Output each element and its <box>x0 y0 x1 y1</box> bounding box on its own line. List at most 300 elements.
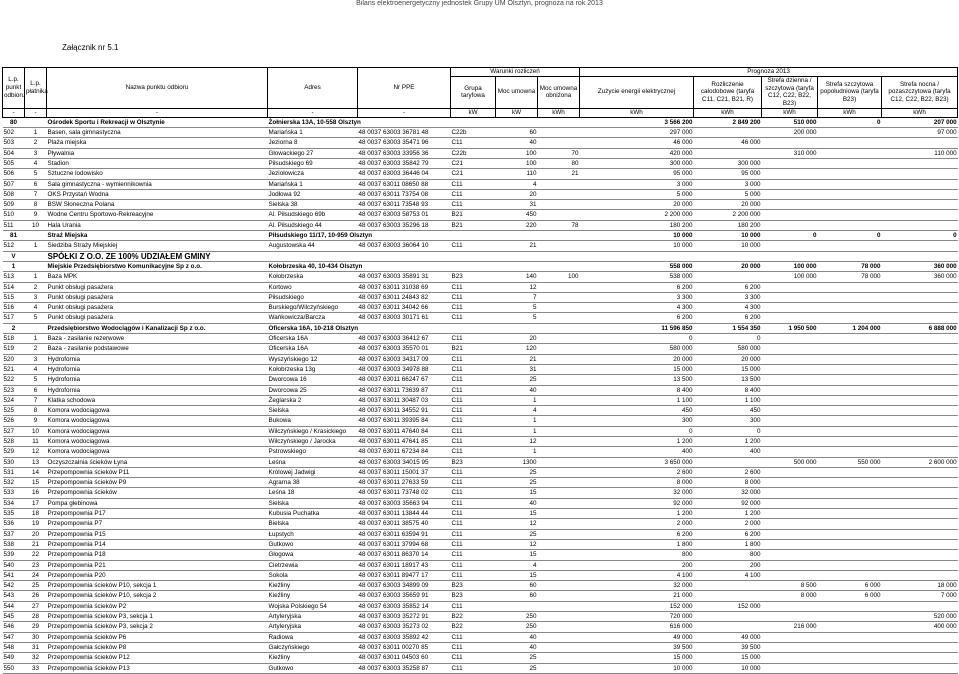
cell-nazwa: Przepompownia P15 <box>47 529 268 539</box>
cell-lp-punkt: 502 <box>3 128 25 138</box>
cell-zuzycie: 1 100 <box>580 395 694 405</box>
cell-calodobowe: 4 100 <box>694 570 762 580</box>
cell-dzienna <box>762 426 818 436</box>
cell-dzienna <box>762 488 818 498</box>
cell-lp-punkt: 525 <box>3 406 25 416</box>
cell-nazwa: Przepompownia ścieków P6 <box>47 632 268 642</box>
cell-zuzycie: 300 <box>580 416 694 426</box>
cell-moc-umowna: 25 <box>496 663 538 673</box>
cell-grupa: B21 <box>451 210 496 220</box>
cell-calodobowe: 49 000 <box>694 632 762 642</box>
cell-dzienna <box>762 169 818 179</box>
cell-calodobowe: 152 000 <box>694 601 762 611</box>
cell-calodobowe <box>694 148 762 158</box>
cell-moc-umowna: 12 <box>496 519 538 529</box>
cell-zuzycie: 6 200 <box>580 313 694 323</box>
cell-popoludniowa <box>818 601 882 611</box>
cell-nr-ppe: 48 0037 63003 35842 79 <box>358 158 451 168</box>
cell-lp-punkt: 536 <box>3 519 25 529</box>
cell-lp-punkt: 517 <box>3 313 25 323</box>
cell-calodobowe: 15 000 <box>694 364 762 374</box>
cell-popoludniowa <box>818 200 882 210</box>
cell-nr-ppe: 48 0037 63011 15001 37 <box>358 467 451 477</box>
cell-grupa: C11 <box>451 519 496 529</box>
cell-nazwa: Przepompownia ścieków P10, sekcja 1 <box>47 581 268 591</box>
cell-nazwa: Wodne Centru Sportowo-Rekreacyjne <box>47 210 268 220</box>
cell-zuzycie: 6 200 <box>580 529 694 539</box>
cell-lp-punkt: 81 <box>3 231 25 241</box>
cell-nazwa: Sala gimnastyczna - wymiennikownia <box>47 179 268 189</box>
summary-row <box>3 117 958 127</box>
table-row <box>3 241 958 251</box>
cell-nr-ppe: 48 0037 63003 36412 67 <box>358 334 451 344</box>
cell-moc-obnizona <box>538 189 580 199</box>
cell-grupa <box>451 323 496 333</box>
cell-calodobowe: 200 <box>694 560 762 570</box>
cell-nocna <box>882 282 958 292</box>
cell-nr-ppe: 48 0037 63011 73748 02 <box>358 488 451 498</box>
cell-moc-umowna: 40 <box>496 138 538 148</box>
document-title: Bilans elektroenergetyczny jednostek Grupy UM Olsztyn, prognoza na rok 2013 <box>356 0 603 7</box>
cell-adres: Wyszyńskiego 12 <box>268 354 358 364</box>
cell-adres: Sielska 38 <box>268 200 358 210</box>
table-row <box>3 632 958 642</box>
cell-adres: Mariańska 1 <box>268 179 358 189</box>
cell-calodobowe: 10 000 <box>694 231 762 241</box>
cell-lp-platnika: 12 <box>25 447 47 457</box>
cell-popoludniowa <box>818 426 882 436</box>
cell-dzienna: 1 950 500 <box>762 323 818 333</box>
cell-moc-obnizona <box>538 261 580 271</box>
cell-lp-punkt: 530 <box>3 457 25 467</box>
cell-moc-umowna: 4 <box>496 179 538 189</box>
cell-nazwa: Przepompownia ścieków P13 <box>47 663 268 673</box>
cell-popoludniowa <box>818 663 882 673</box>
cell-nazwa: Baza - zasilanie rezerwowe <box>47 334 268 344</box>
cell-adres: Łupstych <box>268 529 358 539</box>
col-dzienna: Strefa dzienna / szczytowa (taryfa C12, C22, B22, B23) <box>762 76 818 108</box>
cell-calodobowe: 0 <box>694 334 762 344</box>
cell-zuzycie: 720 000 <box>580 612 694 622</box>
cell-nr-ppe: 48 0037 63003 35891 31 <box>358 272 451 282</box>
cell-popoludniowa <box>818 189 882 199</box>
cell-grupa: C11 <box>451 447 496 457</box>
cell-adres: Królowej Jadwigi <box>268 467 358 477</box>
cell-nazwa: Przepompownia P17 <box>47 509 268 519</box>
table-row <box>3 663 958 673</box>
cell-adres: Jeziołowicza <box>268 169 358 179</box>
cell-nazwa: Punkt obsługi pasażera <box>47 282 268 292</box>
cell-nr-ppe: 48 0037 63003 36446 04 <box>358 169 451 179</box>
cell-lp-punkt: 505 <box>3 158 25 168</box>
cell-adres: Wilczyńskiego / Krasickiego <box>268 426 358 436</box>
cell-adres: Bukowa <box>268 416 358 426</box>
cell-dzienna <box>762 570 818 580</box>
cell-nocna: 6 888 000 <box>882 323 958 333</box>
table-row <box>3 519 958 529</box>
cell-zuzycie: 400 <box>580 447 694 457</box>
cell-nr-ppe: 48 0037 63003 35258 87 <box>358 663 451 673</box>
cell-popoludniowa <box>818 509 882 519</box>
cell-lp-punkt: 507 <box>3 179 25 189</box>
cell-lp-platnika: 29 <box>25 622 47 632</box>
cell-calodobowe: 1 200 <box>694 509 762 519</box>
cell-dzienna <box>762 509 818 519</box>
cell-popoludniowa <box>818 364 882 374</box>
unit-cell: kWh <box>538 108 580 117</box>
table-row <box>3 220 958 230</box>
cell-moc-obnizona: 78 <box>538 220 580 230</box>
cell-moc-umowna: 100 <box>496 158 538 168</box>
cell-moc-obnizona <box>538 210 580 220</box>
cell-adres: Mariańska 1 <box>268 128 358 138</box>
cell-zuzycie: 558 000 <box>580 261 694 271</box>
cell-nocna <box>882 426 958 436</box>
cell-moc-umowna: 25 <box>496 375 538 385</box>
cell-nocna <box>882 292 958 302</box>
cell-zuzycie: 92 000 <box>580 498 694 508</box>
cell-nocna <box>882 406 958 416</box>
cell-zuzycie: 49 000 <box>580 632 694 642</box>
cell-lp-platnika: 2 <box>25 282 47 292</box>
cell-moc-obnizona <box>538 457 580 467</box>
cell-adres: Żołnierska 13A, 10-558 Olsztyn <box>268 118 361 126</box>
cell-moc-obnizona <box>538 447 580 457</box>
col-moc-obnizona: Moc umowna obniżona <box>538 76 580 108</box>
cell-lp-punkt: 539 <box>3 550 25 560</box>
cell-lp-punkt: 1 <box>3 261 25 271</box>
cell-nr-ppe: 48 0037 63003 30171 61 <box>358 313 451 323</box>
cell-moc-obnizona <box>538 632 580 642</box>
cell-moc-umowna: 5 <box>496 313 538 323</box>
cell-nocna: 2 600 000 <box>882 457 958 467</box>
cell-calodobowe: 15 000 <box>694 653 762 663</box>
cell-nr-ppe: 48 0037 63003 35659 91 <box>358 591 451 601</box>
cell-nr-ppe: 48 0037 63011 31038 69 <box>358 282 451 292</box>
cell-moc-obnizona <box>538 498 580 508</box>
summary-row <box>3 261 958 271</box>
cell-moc-umowna <box>496 261 538 271</box>
cell-dzienna <box>762 663 818 673</box>
cell-grupa: C21 <box>451 158 496 168</box>
cell-nocna <box>882 395 958 405</box>
cell-grupa: C11 <box>451 303 496 313</box>
cell-popoludniowa <box>818 344 882 354</box>
table-row <box>3 416 958 426</box>
cell-dzienna <box>762 303 818 313</box>
cell-nr-ppe: 48 0037 63011 73639 87 <box>358 385 451 395</box>
cell-nocna: 520 000 <box>882 612 958 622</box>
cell-lp-platnika: 13 <box>25 457 47 467</box>
cell-nr-ppe: 48 0037 63011 47641 85 <box>358 436 451 446</box>
cell-popoludniowa <box>818 447 882 457</box>
cell-calodobowe: 0 <box>694 426 762 436</box>
cell-lp-platnika: 25 <box>25 581 47 591</box>
cell-nazwa: Przepompownia ścieków P2 <box>47 601 268 611</box>
cell-zuzycie: 3 566 200 <box>580 117 694 127</box>
table-row <box>3 436 958 446</box>
cell-calodobowe: 8 400 <box>694 385 762 395</box>
cell-zuzycie: 420 000 <box>580 148 694 158</box>
cell-dzienna: 510 000 <box>762 117 818 127</box>
cell-lp-platnika: 27 <box>25 601 47 611</box>
cell-lp-platnika: 10 <box>25 426 47 436</box>
cell-adres: Głogowa <box>268 550 358 560</box>
cell-adres: Wańkowicza/Barcza <box>268 313 358 323</box>
cell-zuzycie: 180 200 <box>580 220 694 230</box>
cell-popoludniowa: 550 000 <box>818 457 882 467</box>
table-row <box>3 303 958 313</box>
cell-dzienna <box>762 385 818 395</box>
cell-nazwa: Pływalnia <box>47 148 268 158</box>
cell-dzienna: 8 000 <box>762 591 818 601</box>
cell-lp-punkt: 520 <box>3 354 25 364</box>
cell-nazwa: Przepompownia P14 <box>47 539 268 549</box>
cell-dzienna <box>762 632 818 642</box>
cell-zuzycie: 580 000 <box>580 344 694 354</box>
cell-lp-punkt: 521 <box>3 364 25 374</box>
table-row <box>3 385 958 395</box>
cell-popoludniowa <box>818 436 882 446</box>
cell-moc-obnizona <box>538 539 580 549</box>
table-row <box>3 447 958 457</box>
cell-adres: Artyleryjska <box>268 622 358 632</box>
cell-lp-punkt: 545 <box>3 612 25 622</box>
cell-dzienna <box>762 467 818 477</box>
cell-moc-obnizona <box>538 364 580 374</box>
cell-moc-obnizona <box>538 375 580 385</box>
table-row <box>3 395 958 405</box>
cell-zuzycie: 8 400 <box>580 385 694 395</box>
cell-lp-platnika: 26 <box>25 591 47 601</box>
cell-nr-ppe: 48 0037 63003 35892 42 <box>358 632 451 642</box>
cell-grupa: C11 <box>451 385 496 395</box>
cell-nocna <box>882 210 958 220</box>
cell-adres: Wojska Polskiego 54 <box>268 601 358 611</box>
cell-grupa: C11 <box>451 416 496 426</box>
cell-zuzycie: 3 300 <box>580 292 694 302</box>
cell-dzienna <box>762 282 818 292</box>
cell-nr-ppe: 48 0037 63003 35570 01 <box>358 344 451 354</box>
cell-dzienna <box>762 416 818 426</box>
col-popoludniowa: Strefa szczytowa popołudniowa (taryfa B23) <box>818 76 882 108</box>
table-row <box>3 292 958 302</box>
cell-adres: Kołobrzeska 40, 10-434 Olsztyn <box>268 262 363 270</box>
cell-zuzycie: 152 000 <box>580 601 694 611</box>
cell-moc-obnizona <box>538 138 580 148</box>
cell-adres: Jeziorna 8 <box>268 138 358 148</box>
cell-nocna <box>882 189 958 199</box>
cell-nazwa: Przepompownia ścieków <box>47 488 268 498</box>
cell-grupa: C11 <box>451 395 496 405</box>
unit-cell: kW <box>496 108 538 117</box>
cell-moc-obnizona <box>538 406 580 416</box>
cell-zuzycie: 32 000 <box>580 581 694 591</box>
cell-popoludniowa <box>818 375 882 385</box>
cell-popoludniowa <box>818 251 882 261</box>
cell-lp-platnika: 14 <box>25 467 47 477</box>
cell-popoludniowa <box>818 334 882 344</box>
cell-dzienna <box>762 179 818 189</box>
cell-moc-umowna: 12 <box>496 282 538 292</box>
cell-dzienna: 310 000 <box>762 148 818 158</box>
cell-adres: Kołobrzeska 13g <box>268 364 358 374</box>
cell-nr-ppe: 48 0037 63011 13844 44 <box>358 509 451 519</box>
cell-moc-obnizona <box>538 560 580 570</box>
cell-popoludniowa <box>818 560 882 570</box>
cell-lp-platnika: 1 <box>25 128 47 138</box>
cell-calodobowe: 2 600 <box>694 467 762 477</box>
cell-grupa: C11 <box>451 282 496 292</box>
col-calodobowe: Rozliczenie całodobowe (taryfa C11, C21, B21, R) <box>694 76 762 108</box>
cell-dzienna <box>762 251 818 261</box>
cell-nazwa: Sztuczne lodowisko <box>47 169 268 179</box>
table-row <box>3 570 958 580</box>
cell-grupa: C11 <box>451 426 496 436</box>
cell-nocna <box>882 498 958 508</box>
cell-lp-platnika: 1 <box>25 334 47 344</box>
cell-nocna <box>882 509 958 519</box>
cell-lp-platnika: 24 <box>25 570 47 580</box>
cell-nr-ppe: 48 0037 63003 35272 91 <box>358 612 451 622</box>
cell-lp-punkt: 515 <box>3 292 25 302</box>
cell-dzienna <box>762 375 818 385</box>
cell-dzienna <box>762 560 818 570</box>
cell-calodobowe: 13 500 <box>694 375 762 385</box>
cell-nazwa: Przepompownia ścieków P3, sekcja 2 <box>47 622 268 632</box>
cell-dzienna <box>762 550 818 560</box>
cell-nocna <box>882 488 958 498</box>
cell-lp-platnika: 2 <box>25 138 47 148</box>
cell-zuzycie: 20 000 <box>580 200 694 210</box>
table-row <box>3 529 958 539</box>
cell-nocna <box>882 570 958 580</box>
cell-lp-platnika: 32 <box>25 653 47 663</box>
col-moc-umowna: Moc umowna <box>496 76 538 108</box>
cell-grupa: C11 <box>451 436 496 446</box>
cell-calodobowe: 3 000 <box>694 179 762 189</box>
cell-moc-obnizona <box>538 416 580 426</box>
cell-zuzycie: 95 000 <box>580 169 694 179</box>
cell-nocna: 110 000 <box>882 148 958 158</box>
cell-lp-platnika: 5 <box>25 375 47 385</box>
cell-moc-umowna <box>496 251 538 261</box>
cell-lp-punkt: 506 <box>3 169 25 179</box>
cell-popoludniowa <box>818 241 882 251</box>
cell-lp-punkt: 513 <box>3 272 25 282</box>
cell-zuzycie: 4 300 <box>580 303 694 313</box>
cell-nazwa: Komora wodociągowa <box>47 447 268 457</box>
cell-moc-umowna: 25 <box>496 529 538 539</box>
table-row <box>3 344 958 354</box>
cell-nazwa: BSW Słoneczna Polana <box>47 200 268 210</box>
summary-row <box>3 251 958 261</box>
cell-lp-platnika: 3 <box>25 354 47 364</box>
cell-nazwa: Baza MPK <box>47 272 268 282</box>
cell-adres: Kieźliny <box>268 653 358 663</box>
cell-nr-ppe: 48 0037 63011 47640 84 <box>358 426 451 436</box>
cell-zuzycie: 1 200 <box>580 436 694 446</box>
summary-row <box>3 231 958 241</box>
cell-adres: Burskiego/Wilczyńskiego <box>268 303 358 313</box>
cell-nocna <box>882 303 958 313</box>
cell-dzienna <box>762 539 818 549</box>
cell-moc-obnizona <box>538 663 580 673</box>
unit-cell: - <box>268 108 358 117</box>
cell-grupa <box>451 231 496 241</box>
cell-moc-umowna: 15 <box>496 550 538 560</box>
cell-lp-punkt: 510 <box>3 210 25 220</box>
cell-moc-obnizona <box>538 385 580 395</box>
cell-dzienna <box>762 436 818 446</box>
cell-moc-umowna: 120 <box>496 344 538 354</box>
unit-cell: kWh <box>694 108 762 117</box>
cell-zuzycie: 3 650 000 <box>580 457 694 467</box>
table-row <box>3 550 958 560</box>
cell-calodobowe <box>694 581 762 591</box>
table-body <box>3 117 958 673</box>
cell-adres: Gutkowo <box>268 539 358 549</box>
cell-nr-ppe: 48 0037 63011 34042 66 <box>358 303 451 313</box>
cell-popoludniowa <box>818 519 882 529</box>
cell-nocna <box>882 663 958 673</box>
cell-nocna <box>882 436 958 446</box>
cell-calodobowe: 400 <box>694 447 762 457</box>
cell-grupa: C21 <box>451 169 496 179</box>
cell-moc-obnizona <box>538 581 580 591</box>
cell-popoludniowa <box>818 385 882 395</box>
cell-zuzycie: 32 000 <box>580 488 694 498</box>
cell-grupa: C11 <box>451 642 496 652</box>
cell-grupa: C11 <box>451 292 496 302</box>
cell-dzienna <box>762 498 818 508</box>
cell-grupa: B23 <box>451 272 496 282</box>
cell-lp-punkt: 519 <box>3 344 25 354</box>
cell-lp-punkt: 546 <box>3 622 25 632</box>
cell-nazwa: Przepompownia ścieków P12 <box>47 653 268 663</box>
cell-nazwa: Hydrofornia <box>47 375 268 385</box>
cell-popoludniowa <box>818 570 882 580</box>
table-row <box>3 509 958 519</box>
cell-grupa: C11 <box>451 478 496 488</box>
cell-nazwa: Przepompownia P21 <box>47 560 268 570</box>
cell-popoludniowa <box>818 148 882 158</box>
cell-nr-ppe: 48 0037 63003 34899 09 <box>358 581 451 591</box>
table-row <box>3 591 958 601</box>
cell-zuzycie: 297 000 <box>580 128 694 138</box>
cell-nr-ppe: 48 0037 63003 58753 01 <box>358 210 451 220</box>
cell-calodobowe: 46 000 <box>694 138 762 148</box>
cell-zuzycie <box>580 251 694 261</box>
cell-dzienna <box>762 642 818 652</box>
col-nocna: Strefa nocna / pozaszczytowa (taryfa C12, C22, B22, B23) <box>882 76 958 108</box>
cell-zuzycie: 21 000 <box>580 591 694 601</box>
cell-zuzycie: 15 000 <box>580 653 694 663</box>
cell-moc-obnizona <box>538 509 580 519</box>
cell-calodobowe: 300 000 <box>694 158 762 168</box>
cell-lp-punkt: 531 <box>3 467 25 477</box>
cell-lp-punkt: 533 <box>3 488 25 498</box>
cell-dzienna <box>762 612 818 622</box>
cell-nr-ppe: 48 0037 63003 34317 09 <box>358 354 451 364</box>
cell-lp-punkt: 527 <box>3 426 25 436</box>
cell-dzienna: 200 000 <box>762 128 818 138</box>
cell-nocna: 207 000 <box>882 117 958 127</box>
cell-lp-platnika: 7 <box>25 395 47 405</box>
table-row <box>3 128 958 138</box>
cell-lp-platnika: 1 <box>25 241 47 251</box>
cell-nocna <box>882 653 958 663</box>
